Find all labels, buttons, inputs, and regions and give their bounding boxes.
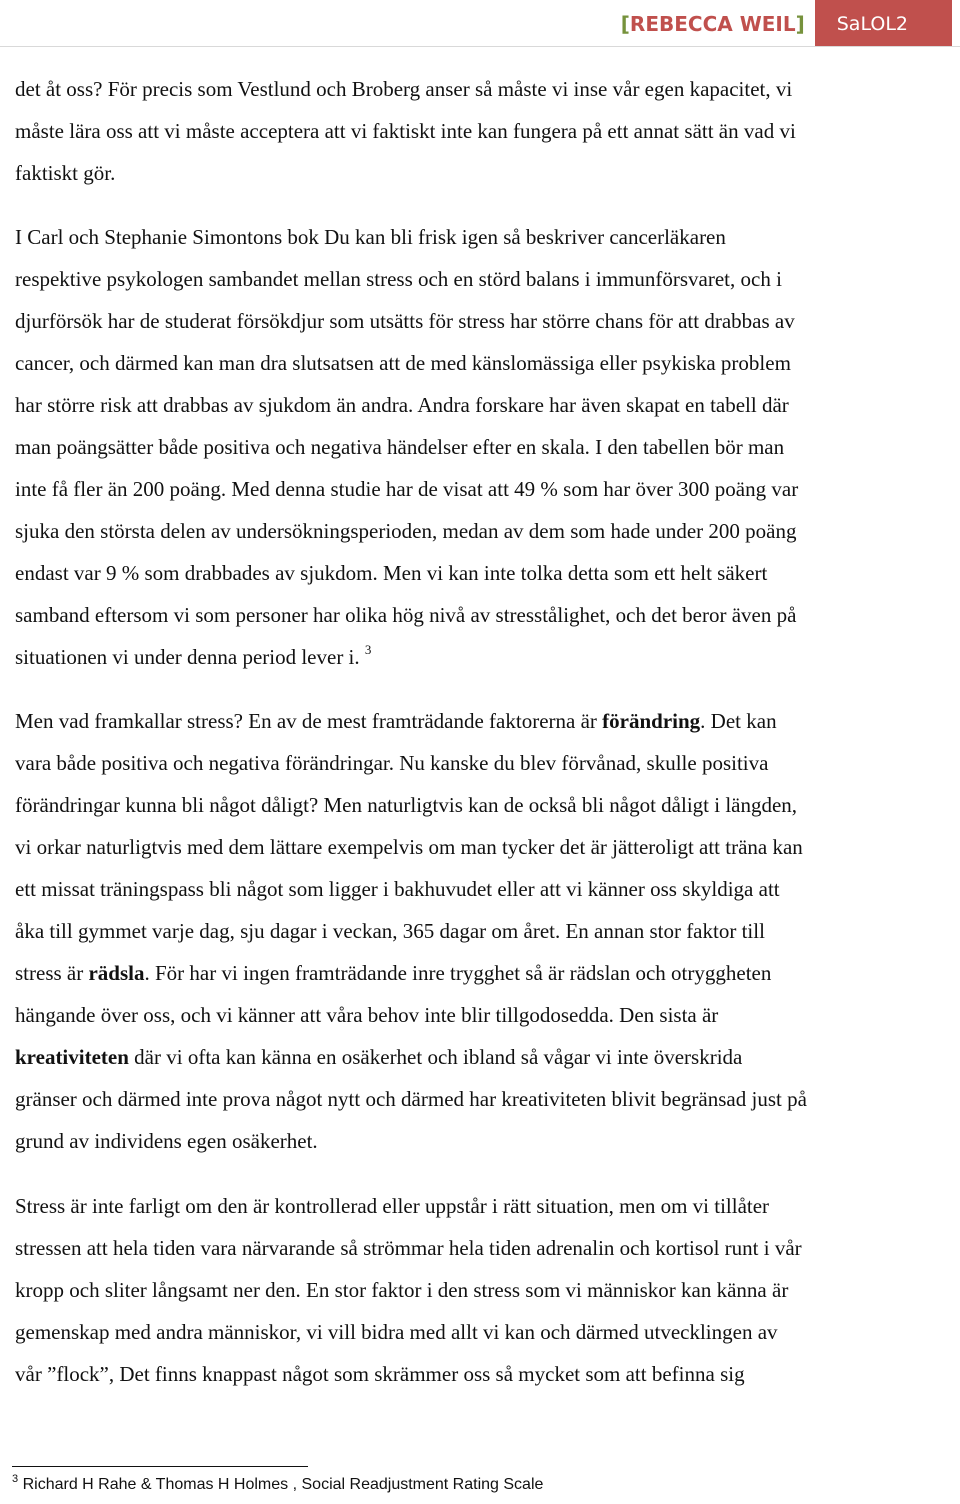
text-line: det åt oss? För precis som Vestlund och Broberg anser så måste vi inse vår egen kapacitet, vi: [15, 77, 793, 101]
header-author-name: REBECCA WEIL: [629, 12, 796, 36]
text-line-part: . Det kan: [700, 709, 777, 733]
text-line: [15, 1036, 945, 1078]
text-line: faktiskt gör.: [15, 161, 116, 185]
text-line: hängande över oss, och vi känner att våra behov inte blir tillgodosedda. Den sista är: [15, 1003, 719, 1027]
header-bracket-close: ]: [795, 12, 805, 36]
text-line: sjuka den största delen av undersökningsperioden, medan av dem som hade under 200 poäng: [15, 519, 797, 543]
footnote: [12, 1473, 544, 1494]
text-line: gemenskap med andra människor, vi vill bidra med allt vi kan och därmed utvecklingen av: [15, 1320, 778, 1344]
footnote-divider: [12, 1466, 308, 1467]
text-line: vi orkar naturligtvis med dem lättare exempelvis om man tycker det är jätteroligt att träna kan: [15, 835, 803, 859]
text-line: endast var 9 % som drabbades av sjukdom. Men vi kan inte tolka detta som ett helt säkert: [15, 561, 768, 585]
text-line: [15, 636, 945, 678]
text-line: [15, 700, 945, 742]
text-line: vår ”flock”, Det finns knappast något som skrämmer oss så mycket som att befinna sig: [15, 1362, 745, 1386]
text-line: [15, 952, 945, 994]
footnote-text: Richard H Rahe & Thomas H Holmes , Social Readjustment Rating Scale: [22, 1476, 544, 1493]
text-line-part: där vi ofta kan känna en osäkerhet och ibland så vågar vi inte överskrida: [128, 1045, 743, 1069]
text-line: I Carl och Stephanie Simontons bok Du kan bli frisk igen så beskriver cancerläkaren: [15, 225, 726, 249]
emphasis-kreativiteten: kreativiteten: [15, 1045, 129, 1069]
text-line: stressen att hela tiden vara närvarande så strömmar hela tiden adrenalin och kortisol runt i vår: [15, 1236, 802, 1260]
text-line-part: . För har vi ingen framträdande inre trygghet så är rädslan och otryggheten: [144, 961, 772, 985]
text-line: förändringar kunna bli något dåligt? Men naturligtvis kan de också bli något dåligt i längden,: [15, 793, 798, 817]
footnote-reference[interactable]: 3: [364, 642, 372, 657]
paragraph-1: [15, 68, 945, 194]
header-bracket-open: [: [620, 12, 630, 36]
text-line: vara både positiva och negativa förändringar. Nu kanske du blev förvånad, skulle positiva: [15, 751, 769, 775]
page-header: [621, 0, 952, 46]
header-course-code: SaLOL2: [815, 0, 952, 46]
text-line: åka till gymmet varje dag, sju dagar i veckan, 365 dagar om året. En annan stor faktor till: [15, 919, 765, 943]
text-line-content: situationen vi under denna period lever i.: [15, 645, 360, 669]
footnote-number: 3: [12, 1473, 19, 1485]
text-line: samband eftersom vi som personer har olika hög nivå av stresstålighet, och det beror även på: [15, 603, 797, 627]
text-line: måste lära oss att vi måste acceptera att vi faktiskt inte kan fungera på ett annat sätt än vad vi: [15, 119, 796, 143]
header-author: [621, 0, 815, 46]
text-line: har större risk att drabbas av sjukdom än andra. Andra forskare har även skapat en tabell där: [15, 393, 789, 417]
emphasis-radsla: rädsla: [88, 961, 145, 985]
text-line-part: stress är: [15, 961, 89, 985]
paragraph-3: [15, 700, 945, 1162]
text-line: cancer, och därmed kan man dra slutsatsen att de med känslomässiga eller psykiska problem: [15, 351, 791, 375]
paragraph-4: [15, 1185, 945, 1395]
text-line: djurförsök har de studerat försökdjur som utsätts för stress har större chans för att drabbas av: [15, 309, 795, 333]
text-line: inte få fler än 200 poäng. Med denna studie har de visat att 49 % som har över 300 poäng var: [15, 477, 799, 501]
header-divider: [0, 46, 960, 47]
emphasis-forandring: förändring: [602, 709, 701, 733]
text-line: grund av individens egen osäkerhet.: [15, 1129, 318, 1153]
paragraph-2: [15, 216, 945, 678]
text-line: kropp och sliter långsamt ner den. En stor faktor i den stress som vi människor kan känna är: [15, 1278, 789, 1302]
text-line: Stress är inte farligt om den är kontrollerad eller uppstår i rätt situation, men om vi tillåter: [15, 1194, 770, 1218]
text-line: gränser och därmed inte prova något nytt och därmed har kreativiteten blivit begränsad just på: [15, 1087, 807, 1111]
text-line: respektive psykologen sambandet mellan stress och en störd balans i immunförsvaret, och i: [15, 267, 782, 291]
text-line-part: Men vad framkallar stress? En av de mest framträdande faktorerna är: [15, 709, 603, 733]
text-line: ett missat träningspass bli något som ligger i bakhuvudet eller att vi känner oss skyldiga att: [15, 877, 780, 901]
text-line: man poängsätter både positiva och negativa händelser efter en skala. I den tabellen bör man: [15, 435, 785, 459]
